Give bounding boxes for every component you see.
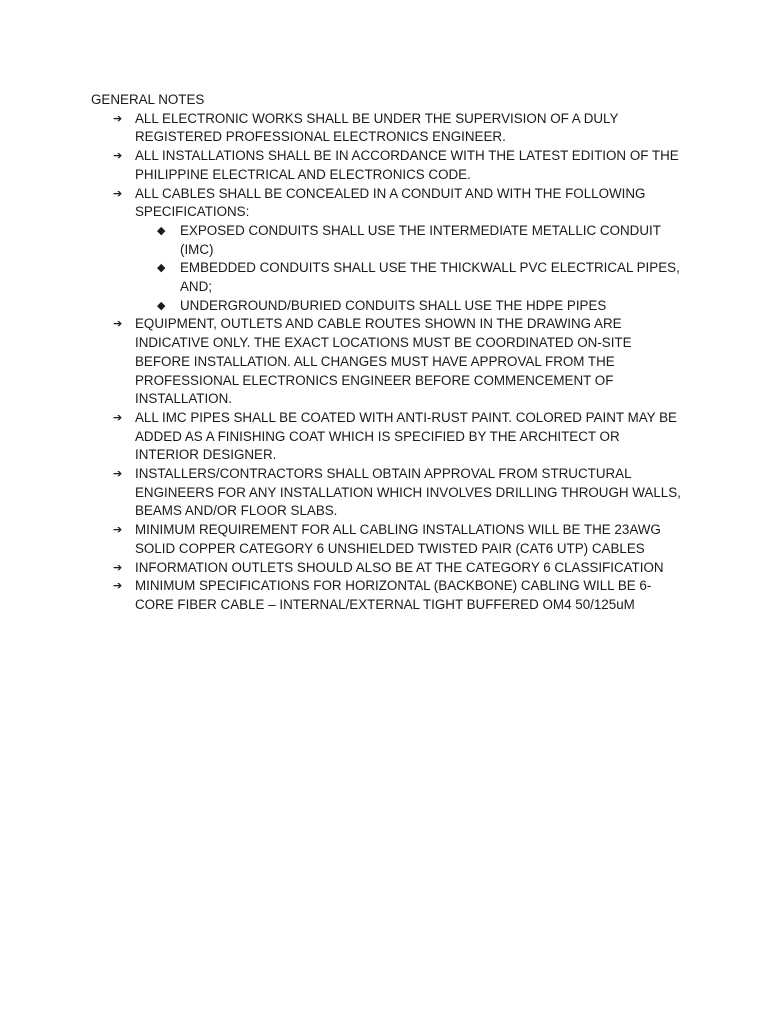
note-item xyxy=(91,559,681,578)
arrow-right-icon: ➔ xyxy=(113,150,123,163)
arrow-right-icon: ➔ xyxy=(113,411,123,424)
note-item xyxy=(91,315,681,409)
notes-heading: GENERAL NOTES xyxy=(91,92,205,107)
sub-note-text: EMBEDDED CONDUITS SHALL USE THE THICKWALL PVC ELECTRICAL PIPES, AND; xyxy=(180,260,680,295)
note-text: ALL IMC PIPES SHALL BE COATED WITH ANTI-RUST PAINT. COLORED PAINT MAY BE ADDED AS A FINISHING COAT WHICH IS SPECIFIED BY THE ARCHITECT OR INTERIOR DESIGNER. xyxy=(135,409,677,463)
note-text: MINIMUM REQUIREMENT FOR ALL CABLING INSTALLATIONS WILL BE THE 23AWG SOLID COPPER CATEGORY 6 UNSHIELDED TWISTED PAIR (CAT6 UTP) CABLES xyxy=(135,522,661,556)
general-notes xyxy=(91,91,681,615)
note-text: INFORMATION OUTLETS SHOULD ALSO BE AT THE CATEGORY 6 CLASSIFICATION xyxy=(135,559,664,575)
note-item xyxy=(91,577,681,614)
arrow-right-icon: ➔ xyxy=(113,318,123,331)
arrow-right-icon: ➔ xyxy=(113,580,123,593)
sub-note-text: EXPOSED CONDUITS SHALL USE THE INTERMEDIATE METALLIC CONDUIT (IMC) xyxy=(180,222,661,257)
arrow-right-icon: ➔ xyxy=(113,524,123,537)
note-text: INSTALLERS/CONTRACTORS SHALL OBTAIN APPROVAL FROM STRUCTURAL ENGINEERS FOR ANY INSTALLATION WHICH INVOLVES DRILLING THROUGH WALLS, BEAMS AND/OR FLOOR SLABS. xyxy=(135,466,681,519)
arrow-right-icon: ➔ xyxy=(113,561,123,574)
note-item xyxy=(91,465,681,521)
note-item xyxy=(91,409,681,465)
note-text: EQUIPMENT, OUTLETS AND CABLE ROUTES SHOWN IN THE DRAWING ARE INDICATIVE ONLY. THE EXACT LOCATIONS MUST BE COORDINATED ON-SITE BEFORE INSTALLATION. ALL CHANGES MUST HAVE APPROVAL FROM THE PROFESSIONAL ELECTRONICS ENGINEER BEFORE COMMENCEMENT OF INSTALLATION. xyxy=(135,316,632,407)
note-text: ALL ELECTRONIC WORKS SHALL BE UNDER THE SUPERVISION OF A DULY REGISTERED PROFESSIONAL ELECTRONICS ENGINEER. xyxy=(135,110,619,145)
sub-note-item xyxy=(135,222,681,259)
diamond-icon: ◆ xyxy=(157,262,166,275)
notes-list xyxy=(91,110,681,615)
note-text: ALL CABLES SHALL BE CONCEALED IN A CONDUIT AND WITH THE FOLLOWING SPECIFICATIONS: xyxy=(135,185,646,220)
sub-notes-list xyxy=(135,222,681,316)
note-item xyxy=(91,185,681,316)
arrow-right-icon: ➔ xyxy=(113,112,123,125)
note-item xyxy=(91,521,681,558)
sub-note-item xyxy=(135,297,681,316)
arrow-right-icon: ➔ xyxy=(113,187,123,200)
note-text: ALL INSTALLATIONS SHALL BE IN ACCORDANCE WITH THE LATEST EDITION OF THE PHILIPPINE ELECTRICAL AND ELECTRONICS CODE. xyxy=(135,148,679,182)
note-text: MINIMUM SPECIFICATIONS FOR HORIZONTAL (BACKBONE) CABLING WILL BE 6-CORE FIBER CABLE – INTERNAL/EXTERNAL TIGHT BUFFERED OM4 50/125uM xyxy=(135,578,652,612)
sub-note-item xyxy=(135,259,681,296)
arrow-right-icon: ➔ xyxy=(113,468,123,481)
sub-note-text: UNDERGROUND/BURIED CONDUITS SHALL USE THE HDPE PIPES xyxy=(180,297,607,313)
note-item xyxy=(91,147,681,184)
diamond-icon: ◆ xyxy=(157,299,166,312)
note-item xyxy=(91,110,681,147)
diamond-icon: ◆ xyxy=(157,224,166,237)
